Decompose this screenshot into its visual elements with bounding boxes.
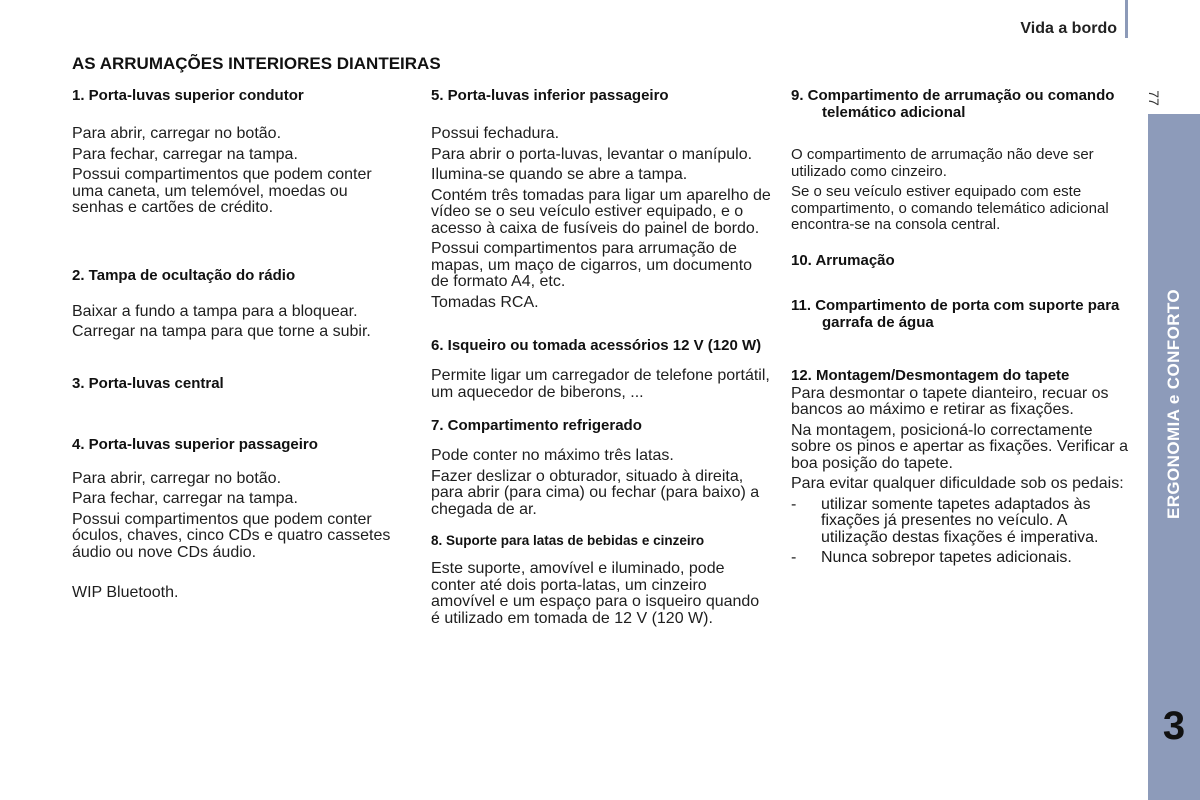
paragraph: Este suporte, amovível e iluminado, pode conter até dois porta-latas, um cinzeiro amovível e um espaço para o isqueiro quando é utilizado em tomada de 12 V (120 W). [431,560,760,627]
chapter-number: 3 [1162,704,1186,748]
bullet-text: utilizar somente tapetes adaptados às fixações já presentes no veículo. A utilização destas fixações é imperativa. [821,495,1099,546]
item-heading: 1. Porta-luvas superior condutor [72,87,304,104]
header-rule [1125,0,1128,38]
item-heading: 3. Porta-luvas central [72,374,224,392]
bullet-text: Nunca sobrepor tapetes adicionais. [821,549,1072,566]
column-3 [791,87,1136,571]
list-item [791,497,1136,547]
column-1 [72,87,402,606]
paragraph: Pode conter no máximo três latas. [431,447,674,464]
item-heading: 7. Compartimento refrigerado [431,417,642,434]
paragraph: WIP Bluetooth. [72,584,179,601]
item-heading: 8. Suporte para latas de bebidas e cinzeiro [431,533,705,548]
paragraph: Permite ligar um carregador de telefone portátil, um aquecedor de biberons, ... [431,367,770,401]
paragraph: Possui fechadura. [431,125,560,142]
item-heading: 11. Compartimento de porta com suporte para garrafa de água [791,296,1120,331]
paragraph: Carregar na tampa para que torne a subir. [72,323,371,340]
paragraph: Baixar a fundo a tampa para a bloquear. [72,302,358,320]
paragraph: Contém três tomadas para ligar um aparelho de vídeo se o seu veículo estiver equipado, e o acesso à caixa de fusíveis do painel de bordo. [431,186,771,237]
item-heading: 2. Tampa de ocultação do rádio [72,266,296,284]
section-title: AS ARRUMAÇÕES INTERIORES DIANTEIRAS [72,54,441,73]
bullet-marker: - [791,495,797,513]
paragraph: Possui compartimentos que podem conter óculos, chaves, cinco CDs e quatro cassetes áudio ou nove CDs áudio. [72,510,391,561]
paragraph: Possui compartimentos para arrumação de mapas, um maço de cigarros, um documento de formato A4, etc. [431,240,753,290]
paragraph: Na montagem, posicioná-lo correctamente sobre os pinos e apertar as fixações. Verificar a boa posição do tapete. [791,421,1129,472]
paragraph: Possui compartimentos que podem conter uma caneta, um telemóvel, moedas ou senhas e cartões de crédito. [72,166,372,216]
paragraph: Para abrir, carregar no botão. [72,469,282,487]
paragraph: Ilumina-se quando se abre a tampa. [431,166,688,183]
list-item [791,550,1136,567]
column-2 [431,87,771,631]
paragraph: Para abrir o porta-luvas, levantar o manípulo. [431,145,753,163]
bullet-marker: - [791,549,797,566]
paragraph: Se o seu veículo estiver equipado com este compartimento, o comando telemático adicional encontra-se na consola central. [791,183,1109,233]
chapter-side-tab [1148,114,1200,800]
paragraph: Fazer deslizar o obturador, situado à direita, para abrir (para cima) ou fechar (para baixo) a chegada de ar. [431,467,760,518]
paragraph: O compartimento de arrumação não deve ser utilizado como cinzeiro. [791,146,1094,180]
paragraph: Tomadas RCA. [431,293,539,311]
item-heading: 6. Isqueiro ou tomada acessórios 12 V (120 W) [431,337,762,354]
paragraph: Para fechar, carregar na tampa. [72,145,298,163]
paragraph: Para abrir, carregar no botão. [72,125,282,142]
paragraph: Para desmontar o tapete dianteiro, recuar os bancos ao máximo e retirar as fixações. [791,384,1109,418]
paragraph: Para fechar, carregar na tampa. [72,490,298,507]
page-number: 77 [1146,90,1162,106]
paragraph: Para evitar qualquer dificuldade sob os pedais: [791,475,1124,492]
item-heading: 12. Montagem/Desmontagem do tapete [791,366,1070,384]
item-heading: 10. Arrumação [791,251,895,269]
running-header: Vida a bordo [1020,20,1117,37]
item-heading: 5. Porta-luvas inferior passageiro [431,87,669,104]
chapter-tab-label: ERGONOMIA e CONFORTO [1164,289,1183,519]
item-heading: 9. Compartimento de arrumação ou comando telemático adicional [791,87,1115,121]
item-heading: 4. Porta-luvas superior passageiro [72,435,318,453]
